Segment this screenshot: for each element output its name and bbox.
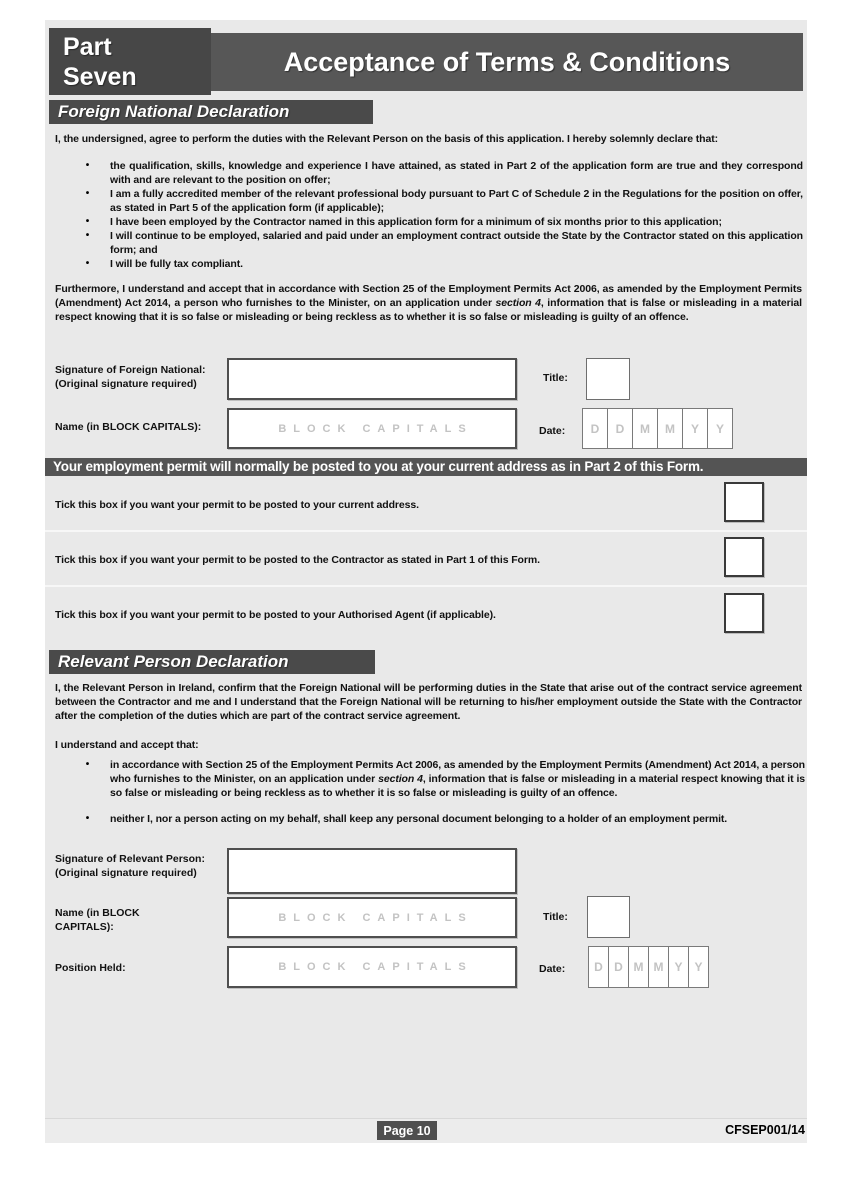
part-word: Part: [63, 33, 112, 61]
rp-date-year-cell[interactable]: Y: [688, 946, 709, 988]
bullet-item: • in accordance with Section 25 of the Employment Permits Act 2006, as amended by the Employment Permits (Amendment) Act 2014, a person who furnishes to the Minister, on an application under section 4, information that is false or misleading in a material respect knowing that it is so false or misleading or being reckless as to whether it is so false or misleading is guilty of an offence.: [65, 758, 805, 800]
rp-position-label: Position Held:: [55, 962, 126, 974]
bullet-item: • the qualification, skills, knowledge and experience I have attained, as stated in Part 2 of the application form are true and they correspond with and are relevant to the position on offer;: [65, 159, 803, 187]
fn-date-year-cell[interactable]: Y: [682, 408, 708, 449]
fn-date-year-cell[interactable]: Y: [707, 408, 733, 449]
foreign-national-furthermore: Furthermore, I understand and accept that in accordance with Section 25 of the Employment Permits Act 2006, as amended by the Employment Permits (Amendment) Act 2014, a person who furnishes to the Minister, on an application under section 4, information that is false or misleading in a material respect knowing that it is so false or misleading or being reckless as to whether it is so false or misleading is guilty of an offence.: [55, 283, 802, 323]
fn-signature-field[interactable]: [227, 358, 517, 400]
bullet-item: • neither I, nor a person acting on my behalf, shall keep any personal document belonging to a holder of an employment permit.: [65, 812, 805, 826]
relevant-person-accept-intro: I understand and accept that:: [55, 739, 199, 751]
relevant-person-intro: I, the Relevant Person in Ireland, confirm that the Foreign National will be performing duties in the State that arise out of the contract service agreement between the Contractor and me and I understand that the Foreign National will be returning to his/her employment outside the State with the Contractor after the completion of the duties which are part of the contract service agreement.: [55, 682, 802, 722]
posting-banner: Your employment permit will normally be posted to you at your current address as in Part 2 of this Form.: [45, 458, 807, 476]
bullet-item: • I will continue to be employed, salaried and paid under an employment contract outside the State by the Contractor stated on this application form; and: [65, 229, 803, 257]
bullet-marker: •: [85, 216, 90, 227]
fn-date-label: Date:: [539, 425, 566, 437]
post-to-agent-text: Tick this box if you want your permit to be posted to your Authorised Agent (if applicable).: [55, 609, 496, 621]
rp-date-field: [588, 946, 709, 988]
form-title: Acceptance of Terms & Conditions: [211, 33, 803, 91]
block-capitals-placeholder: BLOCK CAPITALS: [278, 422, 473, 435]
post-to-current-address-text: Tick this box if you want your permit to be posted to your current address.: [55, 499, 419, 511]
row-divider: [45, 530, 807, 532]
block-capitals-placeholder: BLOCK CAPITALS: [278, 961, 473, 973]
post-to-contractor-checkbox[interactable]: [724, 537, 764, 577]
rp-name-field[interactable]: [227, 897, 517, 938]
fn-title-label: Title:: [543, 372, 568, 384]
bullet-marker: •: [85, 160, 90, 171]
fn-name-field[interactable]: [227, 408, 517, 449]
rp-signature-label: Signature of Relevant Person: (Original signature required): [55, 853, 205, 879]
relevant-person-declaration-header: Relevant Person Declaration: [49, 650, 375, 674]
part-number-word: Seven: [63, 63, 137, 91]
form-page: [45, 20, 807, 1143]
rp-date-month-cell[interactable]: M: [648, 946, 669, 988]
foreign-national-intro: I, the undersigned, agree to perform the duties with the Relevant Person on the basis of this application. I hereby solemnly declare that:: [55, 133, 719, 145]
rp-position-field[interactable]: [227, 946, 517, 988]
bullet-marker: •: [85, 258, 90, 269]
rp-title-label: Title:: [543, 911, 568, 923]
fn-date-day-cell[interactable]: D: [607, 408, 633, 449]
fn-title-field[interactable]: [586, 358, 630, 400]
form-code: CFSEP001/14: [725, 1123, 805, 1137]
rp-date-month-cell[interactable]: M: [628, 946, 649, 988]
fn-date-month-cell[interactable]: M: [657, 408, 683, 449]
rp-title-field[interactable]: [587, 896, 630, 938]
page-number-badge: Page 10: [377, 1121, 437, 1140]
rp-date-day-cell[interactable]: D: [588, 946, 609, 988]
rp-date-label: Date:: [539, 963, 566, 975]
row-divider: [45, 585, 807, 587]
rp-date-year-cell[interactable]: Y: [668, 946, 689, 988]
fn-signature-label: Signature of Foreign National: (Original signature required): [55, 364, 206, 390]
rp-name-label: Name (in BLOCK CAPITALS):: [55, 907, 140, 933]
fn-date-day-cell[interactable]: D: [582, 408, 608, 449]
bullet-marker: •: [85, 813, 90, 824]
bullet-item: • I am a fully accredited member of the relevant professional body pursuant to Part C of Schedule 2 in the Regulations for the position on offer, as stated in Part 5 of the application form (if applicable);: [65, 187, 803, 215]
relevant-person-bullet-list: [65, 758, 805, 826]
part-seven-label: [49, 28, 211, 95]
foreign-national-bullet-list: [65, 159, 803, 271]
bullet-item: • I will be fully tax compliant.: [65, 257, 803, 271]
rp-signature-field[interactable]: [227, 848, 517, 894]
fn-name-label: Name (in BLOCK CAPITALS):: [55, 421, 202, 433]
post-to-agent-checkbox[interactable]: [724, 593, 764, 633]
post-to-contractor-text: Tick this box if you want your permit to be posted to the Contractor as stated in Part 1 of this Form.: [55, 554, 540, 566]
bullet-marker: •: [85, 230, 90, 241]
bullet-marker: •: [85, 759, 90, 770]
rp-date-day-cell[interactable]: D: [608, 946, 629, 988]
fn-date-month-cell[interactable]: M: [632, 408, 658, 449]
post-to-current-address-checkbox[interactable]: [724, 482, 764, 522]
fn-date-field: [582, 408, 733, 449]
bullet-marker: •: [85, 188, 90, 199]
bullet-item: • I have been employed by the Contractor named in this application form for a minimum of six months prior to this application;: [65, 215, 803, 229]
block-capitals-placeholder: BLOCK CAPITALS: [278, 911, 473, 924]
foreign-national-declaration-header: Foreign National Declaration: [49, 100, 373, 124]
